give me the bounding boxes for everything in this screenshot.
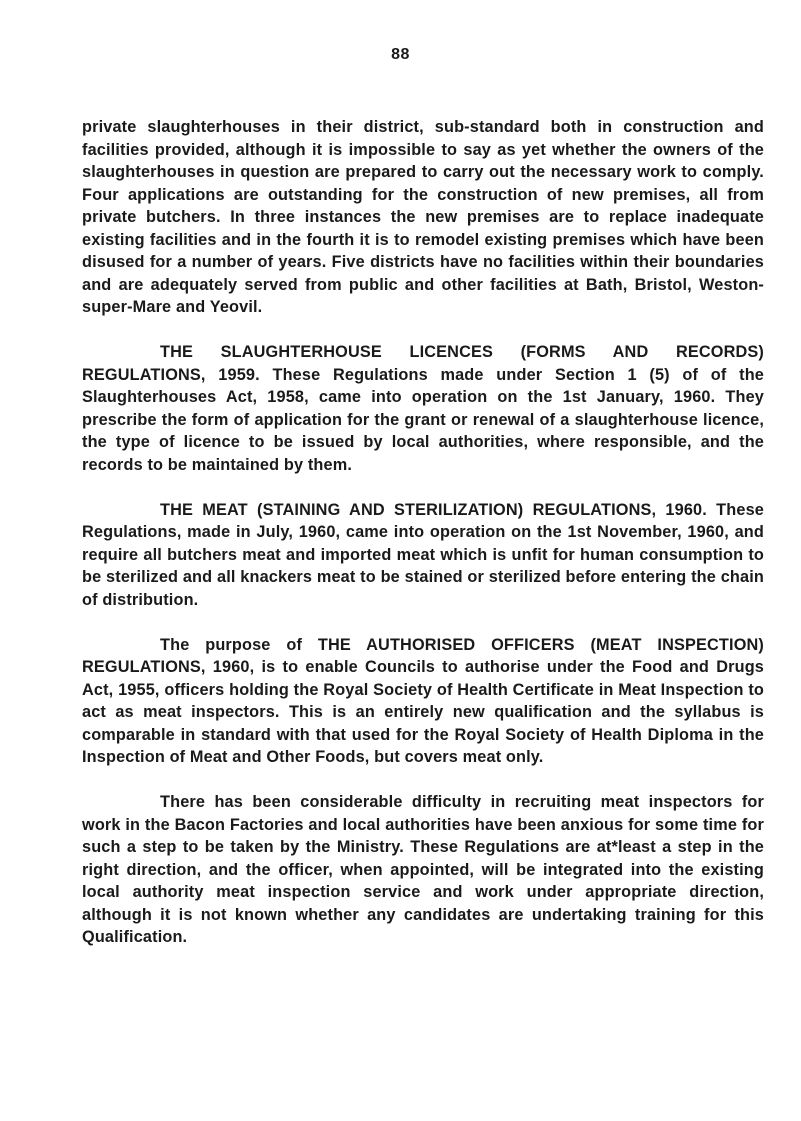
paragraph-slaughterhouse-licences: THE SLAUGHTERHOUSE LICENCES (FORMS AND RECORDS) REGULATIONS, 1959. These Regulations made under Section 1 (5) of of the Slaughterhouses Act, 1958, came into operation on the 1st January, 1960. They prescribe the form of application for the grant or renewal of a slaughterhouse licence, the type of licence to be issued by local authorities, where responsible, and the records to be maintained by them.	[82, 343, 764, 474]
body-text	[82, 116, 764, 949]
paragraph-recruiting-inspectors: There has been considerable difficulty in recruiting meat inspectors for work in the Bacon Factories and local authorities have been anxious for some time for such a step to be taken by the Ministry. These Regulations are at*least a step in the right direction, and the officer, when appointed, will be integrated into the existing local authority meat inspection service and work under appropriate direction, although it is not known whether any candidates are undertaking training for this Qualification.	[82, 793, 764, 946]
paragraph-authorised-officers: The purpose of THE AUTHORISED OFFICERS (MEAT INSPECTION) REGULATIONS, 1960, is to enable Councils to authorise under the Food and Drugs Act, 1955, officers holding the Royal Society of Health Certificate in Meat Inspection to act as meat inspectors. This is an entirely new qualification and the syllabus is comparable in standard with that used for the Royal Society of Health Diploma in the Inspection of Meat and Other Foods, but covers meat only.	[82, 635, 764, 766]
paragraph-meat-staining: THE MEAT (STAINING AND STERILIZATION) REGULATIONS, 1960. These Regulations, made in July, 1960, came into operation on the 1st November, 1960, and require all butchers meat and imported meat which is unfit for human consumption to be sterilized and all knackers meat to be stained or sterilized before entering the chain of distribution.	[82, 500, 764, 609]
paragraph-continuation: private slaughterhouses in their district, sub-standard both in construction and facilities provided, although it is impossible to say as yet whether the owners of the slaughterhouses in question are prepared to carry out the necessary work to comply. Four applications are outstanding for the construction of new premises, all from private butchers. In three instances the new premises are to replace inadequate existing facilities and in the fourth it is to remodel existing premises which have been disused for a number of years. Five districts have no facilities within their boundaries and are adequately served from public and other facilities at Bath, Bristol, Weston-super-Mare and Yeovil.	[82, 118, 764, 316]
page-number: 88	[391, 46, 410, 63]
